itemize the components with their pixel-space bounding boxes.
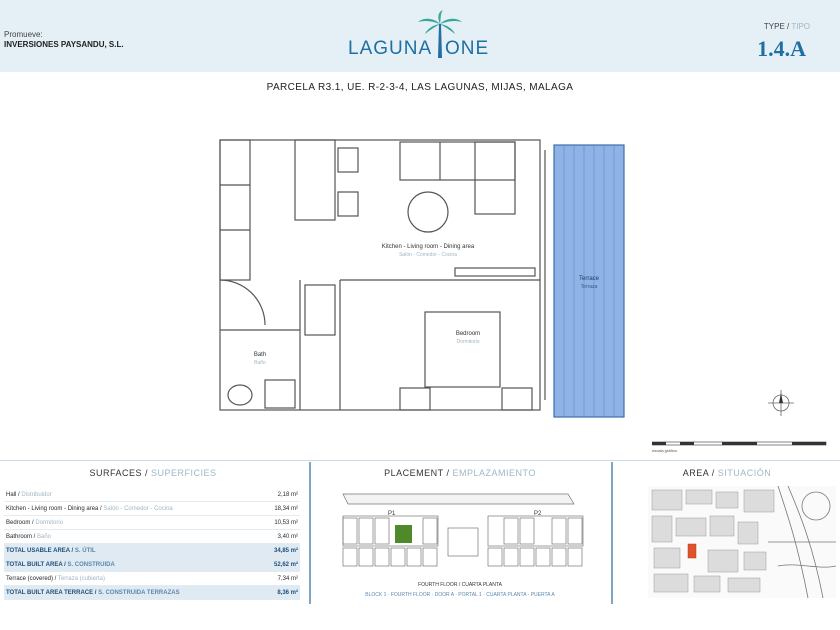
row-label-es: Salón - Comedor - Cocina bbox=[103, 505, 173, 512]
placement-title-es: EMPLAZAMIENTO bbox=[452, 468, 536, 478]
row-value: 2,18 m² bbox=[277, 491, 298, 498]
row-label-es: Distribuidor bbox=[21, 491, 52, 498]
placement-p2: P2 bbox=[534, 511, 542, 517]
placement-floor-en: FOURTH FLOOR bbox=[418, 582, 458, 588]
area-title-en: AREA bbox=[682, 468, 709, 478]
row-value: 10,53 m² bbox=[274, 519, 298, 526]
row-label: Bathroom bbox=[6, 533, 33, 540]
divider-left bbox=[309, 462, 311, 604]
area-title-es: SITUACIÓN bbox=[717, 468, 772, 478]
surface-row-bedroom: Bedroom / Dormitorio 10,53 m² bbox=[4, 516, 300, 530]
dining-table bbox=[408, 192, 448, 232]
type-label-es: TIPO bbox=[791, 22, 810, 31]
row-label-es: S. ÚTIL bbox=[74, 547, 96, 554]
placement-floor: FOURTH FLOOR / CUARTA PLANTA bbox=[418, 582, 502, 588]
row-value: 3,40 m² bbox=[277, 533, 298, 540]
surfaces-title-en: SURFACES bbox=[89, 468, 142, 478]
area-highlight bbox=[688, 544, 696, 558]
promoter-label: Promueve: bbox=[4, 30, 43, 39]
placement-title-en: PLACEMENT bbox=[384, 468, 444, 478]
row-value: 7,34 m² bbox=[277, 575, 298, 582]
floor-plan bbox=[200, 130, 640, 420]
surfaces-table bbox=[4, 488, 300, 600]
area-map bbox=[648, 486, 836, 598]
row-label: Kitchen - Living room - Dining area bbox=[6, 505, 99, 512]
surface-row-total-terrace: TOTAL BUILT AREA TERRACE / S. CONSTRUIDA TERRAZAS 8,36 m² bbox=[4, 586, 300, 600]
row-value: 52,62 m² bbox=[273, 561, 298, 568]
promoter-name: INVERSIONES PAYSANDU, S.L. bbox=[4, 40, 124, 49]
terrace-label-es: Terraza bbox=[580, 284, 598, 290]
row-label-es: S. CONSTRUIDA bbox=[67, 561, 115, 568]
type-label: TYPE / TIPO bbox=[763, 22, 810, 31]
surface-row-hall: Hall / Distribuidor 2,18 m² bbox=[4, 488, 300, 502]
bath-label-es: Baño bbox=[254, 360, 266, 366]
terrace-label: Terrace bbox=[578, 276, 600, 282]
surface-row-terrace: Terrace (covered) / Terraza (cubierta) 7,34 m² bbox=[4, 572, 300, 586]
living-label-es: Salón - Comedor - Cocina bbox=[399, 252, 457, 258]
row-value: 34,85 m² bbox=[273, 547, 298, 554]
surface-row-bathroom: Bathroom / Baño 3,40 m² bbox=[4, 530, 300, 544]
bedroom-label-es: Dormitorio bbox=[456, 339, 480, 345]
area-title: AREA / SITUACIÓN bbox=[682, 468, 772, 478]
bath-sink bbox=[265, 380, 295, 408]
surfaces-title: SURFACES / SUPERFICIES bbox=[89, 468, 217, 478]
bed bbox=[425, 312, 500, 387]
divider-right bbox=[611, 462, 613, 604]
surface-row-living: Kitchen - Living room - Dining area / Salón - Comedor - Cocina 18,34 m² bbox=[4, 502, 300, 516]
row-label: Terrace (covered) bbox=[6, 575, 54, 582]
row-value: 8,36 m² bbox=[277, 589, 298, 596]
placement-diagram bbox=[338, 486, 588, 576]
row-label-es: S. CONSTRUIDA TERRAZAS bbox=[98, 589, 180, 596]
compass-icon bbox=[766, 388, 796, 418]
row-label-es: Baño bbox=[37, 533, 52, 540]
row-value: 18,34 m² bbox=[274, 505, 298, 512]
placement-p1: P1 bbox=[388, 511, 396, 517]
type-value: 1.4.A bbox=[757, 36, 806, 61]
row-label: TOTAL USABLE AREA bbox=[6, 547, 70, 554]
sofa bbox=[400, 142, 515, 180]
logo-text-laguna: LAGUNA bbox=[348, 38, 433, 59]
surface-row-total-usable: TOTAL USABLE AREA / S. ÚTIL 34,85 m² bbox=[4, 544, 300, 558]
logo-text-one: ONE bbox=[445, 38, 490, 59]
type-label-en: TYPE bbox=[763, 22, 785, 31]
row-label: Bedroom bbox=[6, 519, 31, 526]
bedroom-label: Bedroom bbox=[455, 331, 481, 337]
address: PARCELA R3.1, UE. R-2-3-4, LAS LAGUNAS, MIJAS, MALAGA bbox=[266, 82, 574, 93]
placement-title: PLACEMENT / EMPLAZAMIENTO bbox=[384, 468, 536, 478]
scale-bar bbox=[652, 440, 832, 454]
surface-row-total-built: TOTAL BUILT AREA / S. CONSTRUIDA 52,62 m² bbox=[4, 558, 300, 572]
row-label-es: Terraza (cubierta) bbox=[57, 575, 105, 582]
placement-floor-es: CUARTA PLANTA bbox=[461, 582, 502, 588]
row-label: Hall bbox=[6, 491, 17, 498]
row-label-es: Dormitorio bbox=[35, 519, 64, 526]
toilet bbox=[228, 385, 252, 405]
surfaces-title-es: SUPERFICIES bbox=[151, 468, 217, 478]
row-label: TOTAL BUILT AREA TERRACE bbox=[6, 589, 94, 596]
bath-label: Bath bbox=[253, 352, 267, 358]
placement-detail: BLOCK 1 · FOURTH FLOOR · DOOR A · PORTAL 1 · CUARTA PLANTA · PUERTA A bbox=[365, 592, 555, 598]
living-label: Kitchen - Living room - Dining area bbox=[381, 244, 475, 250]
placement-highlight bbox=[395, 525, 412, 543]
scale-text: escala gráfica bbox=[652, 448, 677, 453]
row-label: TOTAL BUILT AREA bbox=[6, 561, 63, 568]
